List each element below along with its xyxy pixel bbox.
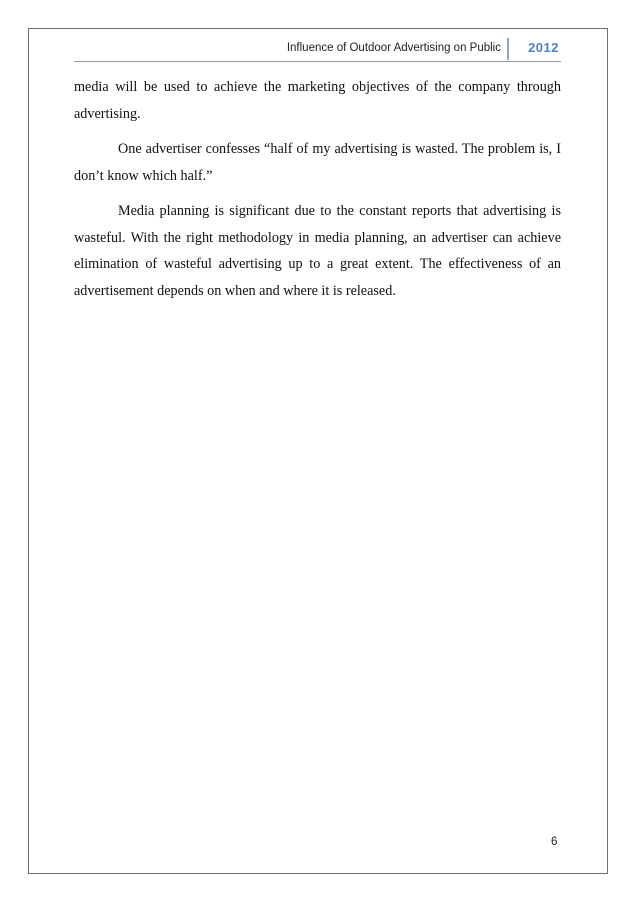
paragraph-continuation: media will be used to achieve the marketing objectives of the company through advertising. xyxy=(74,79,561,122)
header-rule xyxy=(74,61,561,62)
header-year: 2012 xyxy=(528,40,559,55)
page-header xyxy=(74,38,561,62)
header-title: Influence of Outdoor Advertising on Public xyxy=(286,42,501,54)
body-text xyxy=(74,74,561,313)
paragraph-media-planning: Media planning is significant due to the constant reports that advertising is wasteful. With the right methodology in media planning, an advertiser can achieve elimination of wasteful advertising up to a great extent. The effectiveness of an advertisement depends on when and where it is released. xyxy=(74,203,561,299)
paragraph-quote: One advertiser confesses “half of my advertising is wasted. The problem is, I don’t know which half.” xyxy=(74,141,561,184)
page-number: 6 xyxy=(551,836,558,848)
header-divider xyxy=(507,38,509,60)
